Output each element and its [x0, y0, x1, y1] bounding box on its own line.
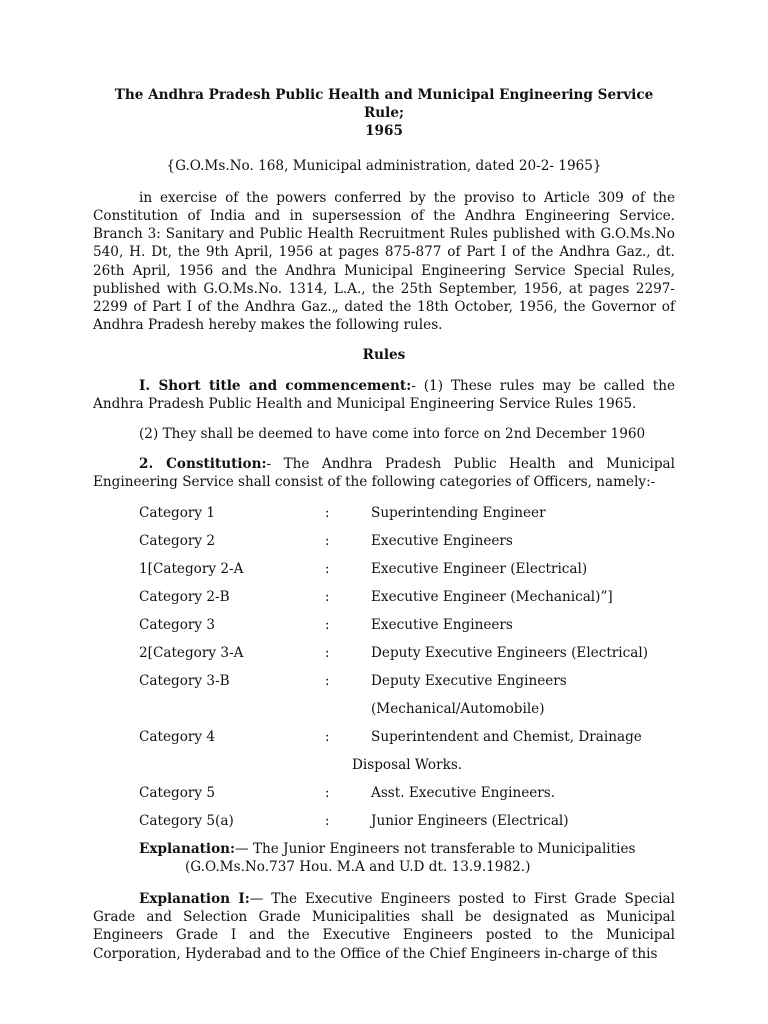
category-row — [93, 728, 675, 756]
category-row — [93, 532, 675, 560]
explanation-reference: (G.O.Ms.No.737 Hou. M.A and U.D dt. 13.9.1982.) — [185, 858, 531, 875]
explanation-1-paragraph — [93, 890, 675, 963]
category-label: Category 5(a) — [139, 812, 234, 829]
category-description: Superintending Engineer — [371, 504, 546, 521]
rule-2-text: - The Andhra Pradesh Public Health and Municipal Engineering Service shall consist of the following categories of Officers, namely:- — [93, 456, 675, 491]
rules-heading: Rules — [362, 347, 406, 364]
category-colon: : — [325, 784, 330, 801]
category-label: Category 3-B — [139, 672, 230, 689]
rule-2-heading: 2. Constitution: — [139, 456, 267, 473]
category-description: Junior Engineers (Electrical) — [371, 812, 569, 829]
category-row — [93, 784, 675, 812]
category-row — [93, 812, 675, 840]
category-row — [93, 644, 675, 672]
category-colon: : — [325, 560, 330, 577]
explanation-text: — The Junior Engineers not transferable to Municipalities — [235, 840, 636, 857]
category-description: Executive Engineers — [371, 532, 513, 549]
category-label: Category 4 — [139, 728, 216, 745]
category-colon: : — [325, 728, 330, 745]
category-colon: : — [325, 532, 330, 549]
category-description: Executive Engineers — [371, 616, 513, 633]
order-reference: {G.O.Ms.No. 168, Municipal administration, dated 20-2- 1965} — [166, 157, 602, 174]
category-description: Executive Engineer (Electrical) — [371, 560, 588, 577]
category-description: Superintendent and Chemist, Drainage — [371, 728, 642, 745]
rule-1-paragraph — [93, 377, 675, 413]
explanation-heading: Explanation: — [139, 840, 236, 857]
category-continuation: Disposal Works. — [352, 756, 463, 773]
preamble-paragraph: in exercise of the powers conferred by the proviso to Article 309 of the Constitution of India and in supersession of the Andhra Engineering Service. Branch 3: Sanitary and Public Health Recruitment Rules published with G.O.Ms.No 540, H. Dt, the 9th April, 1956 at pages 875-877 of Part I of the Andhra Gaz., dt. 26th April, 1956 and the Andhra Municipal Engineering Service Special Rules, published with G.O.Ms.No. 1314, L.A., the 25th September, 1956, at pages 2297-2299 of Part I of the Andhra Gaz.„ dated the 18th October, 1956, the Governor of Andhra Pradesh hereby makes the following rules. — [93, 189, 675, 334]
category-continuation: (Mechanical/Automobile) — [371, 700, 545, 717]
category-table — [93, 504, 675, 840]
category-label: Category 3 — [139, 616, 216, 633]
explanation-1-text: — The Executive Engineers posted to First Grade Special Grade and Selection Grade Municipalities shall be designated as Municipal Engineers Grade I and the Executive Engineers posted to the Municipal Corporation, Hyderabad and to the Office of the Chief Engineers in-charge of this — [93, 891, 676, 962]
category-description: Deputy Executive Engineers (Electrical) — [371, 644, 648, 661]
document-title — [93, 86, 675, 141]
explanation-paragraph — [93, 840, 675, 858]
category-description: Deputy Executive Engineers — [371, 672, 567, 689]
category-row — [93, 560, 675, 588]
category-colon: : — [325, 672, 330, 689]
category-label: Category 2 — [139, 532, 216, 549]
category-label: Category 2-B — [139, 588, 230, 605]
rule-1-clause-2: (2) They shall be deemed to have come into force on 2nd December 1960 — [139, 426, 646, 443]
category-colon: : — [325, 504, 330, 521]
category-description: Asst. Executive Engineers. — [371, 784, 556, 801]
category-label: Category 5 — [139, 784, 216, 801]
category-row — [93, 588, 675, 616]
rule-1-heading: I. Short title and commencement: — [139, 377, 412, 394]
rule-2-paragraph — [93, 455, 675, 491]
category-colon: : — [325, 812, 330, 829]
category-colon: : — [325, 644, 330, 661]
category-label: 2[Category 3-A — [139, 644, 244, 661]
category-row — [93, 672, 675, 700]
title-line-2: 1965 — [365, 123, 403, 140]
category-colon: : — [325, 588, 330, 605]
category-colon: : — [325, 616, 330, 633]
category-label: Category 1 — [139, 504, 216, 521]
explanation-1-heading: Explanation I: — [139, 891, 250, 908]
category-row — [93, 504, 675, 532]
title-line-1: The Andhra Pradesh Public Health and Municipal Engineering Service Rule; — [114, 87, 654, 122]
rule-1-text: - (1) These rules may be called the Andhra Pradesh Public Health and Municipal Engineering Service Rules 1965. — [93, 377, 675, 412]
category-row — [93, 616, 675, 644]
category-description: Executive Engineer (Mechanical)”] — [371, 588, 613, 605]
category-label: 1[Category 2-A — [139, 560, 244, 577]
